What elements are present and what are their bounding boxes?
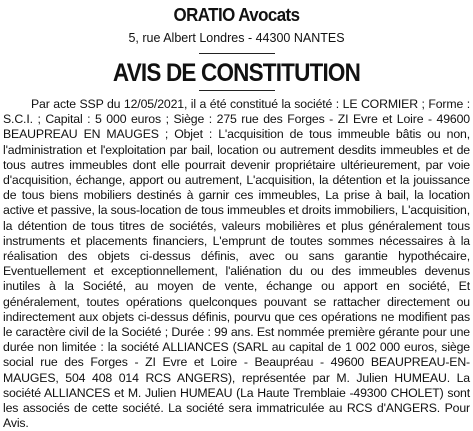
divider-top	[199, 53, 275, 54]
notice-title: AVIS DE CONSTITUTION	[112, 59, 361, 87]
divider-bottom	[199, 90, 275, 91]
firm-name: ORATIO Avocats	[173, 5, 300, 25]
notice-body: Par acte SSP du 12/05/2021, il a été constitué la société : LE CORMIER ; Forme : S.C.I. ; Capital : 5 000 euros ; Siège : 275 rue des Forges - ZI Evre et Loire - 49600 BEAUPREAU EN MAUGES ; Objet : L'acquisition de tous immeuble bâtis ou non, l'administration et l'exploitation par bail, location ou autrement desdits immeubles et de tous autres immeubles dont elle pourrait devenir propriétaire ultérieurement, par voie d'acquisition, échange, apport ou autrement, L'acquisition, la détention et la jouissance de tous biens mobiliers destinés à garnir ces immeubles, La prise à bail, la location active et passive, la sous-location de tous immeubles et droits immobiliers, L'acquisition, la détention de tous titres de sociétés, valeurs mobilières et plus généralement tous instruments et placements financiers, L'emprunt de toutes sommes nécessaires à la réalisation des objets ci-dessus définis, avec ou sans garantie hypothécaire, Eventuellement et exceptionnellement, l'aliénation du ou des immeubles devenus inutiles à la Société, au moyen de vente, échange ou apport en société, Et généralement, toutes opérations quelconques pouvant se rattacher directement ou indirectement aux objets ci-dessus définis, pourvu que ces opérations ne modifient pas le caractère civil de la Société ; Durée : 99 ans. Est nommée première gérante pour une durée non limitée : la société ALLIANCES (SARL au capital de 1 002 000 euros, siège social rue des Forges - ZI Evre et Loire - Beaupréau - 49600 BEAUPREAU-EN-MAUGES, 504 408 014 RCS ANGERS), représentée par M. Julien HUMEAU. La société ALLIANCES et M. Julien HUMEAU (La Haute Tremblaie -49300 CHOLET) sont les associés de cette société. La société sera immatriculée au RCS d'ANGERS. Pour Avis.	[3, 97, 470, 431]
firm-address: 5, rue Albert Londres - 44300 NANTES	[128, 31, 345, 45]
